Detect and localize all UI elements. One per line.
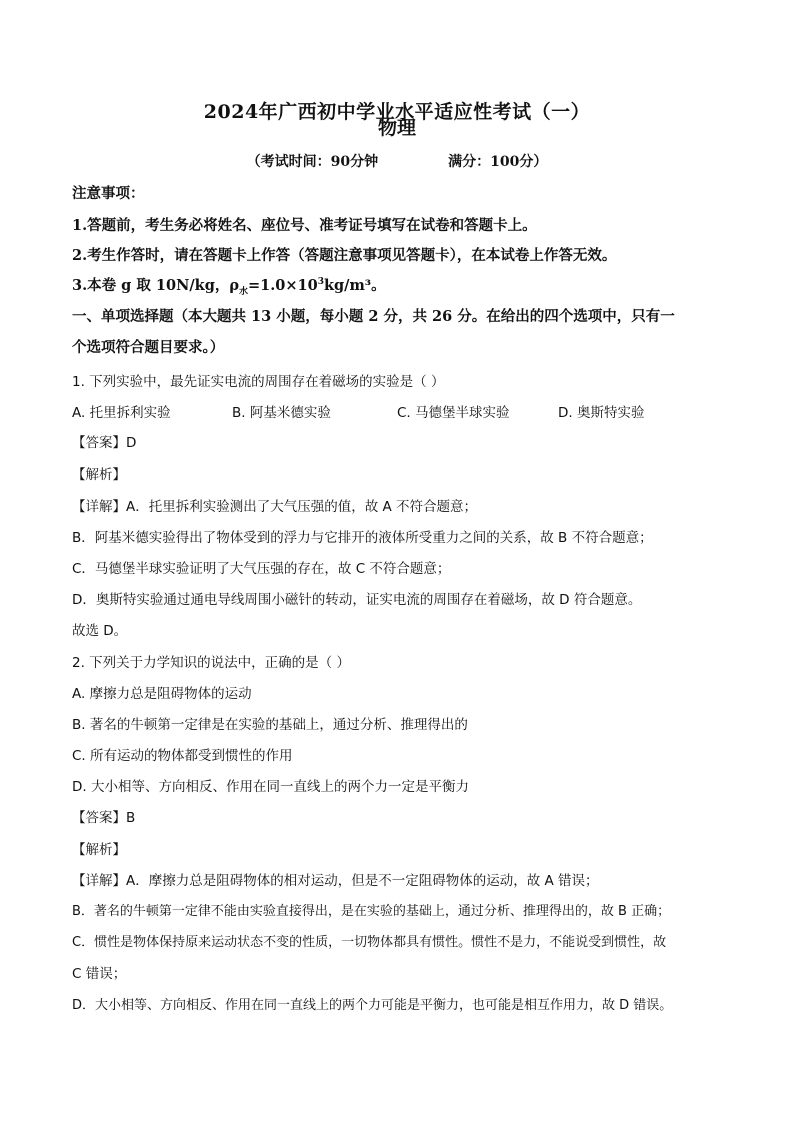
notice-item-1: 1.答题前，考生务必将姓名、座位号、准考证号填写在试卷和答题卡上。 [72,217,537,234]
question-2-detail-c-line-1: C．惯性是物体保持原来运动状态不变的性质，一切物体都具有惯性。惯性不是力，不能说受到惯性，故 [72,935,667,950]
exam-title: 2024年广西初中学业水平适应性考试（一） [203,101,591,123]
notice-item-2: 2.考生作答时，请在答题卡上作答（答题注意事项见答题卡），在本试卷上作答无效。 [72,247,617,264]
question-2-detail-c-line-2: C 错误； [72,966,127,982]
question-2-option-b: B. 著名的牛顿第一定律是在实验的基础上，通过分析、推理得出的 [72,717,468,733]
question-1-analysis-label: 【解析】 [72,467,126,483]
question-1-detail-b: B．阿基米德实验得出了物体受到的浮力与它排开的液体所受重力之间的关系，故 B 不符合题意； [72,530,653,546]
question-1-option-a: A. 托里拆利实验 [72,405,171,421]
question-1-answer: 【答案】D [72,435,137,451]
question-2-detail-a: 【详解】A．摩擦力总是阻碍物体的相对运动，但是不一定阻碍物体的运动，故 A 错误； [72,873,599,889]
question-1-option-d: D. 奥斯特实验 [558,405,645,421]
question-2-answer: 【答案】B [72,810,136,826]
question-2-analysis-label: 【解析】 [72,842,126,858]
question-2-option-a: A. 摩擦力总是阻碍物体的运动 [72,686,252,702]
time-label: （考试时间：90分钟 [246,154,379,170]
question-1-detail-d: D．奥斯特实验通过通电导线周围小磁针的转动，证实电流的周围存在着磁场，故 D 符合题意。 [72,592,642,608]
question-1-conclusion: 故选 D。 [72,623,128,639]
section-heading-line-1: 一、单项选择题（本大题共 13 小题，每小题 2 分，共 26 分。在给出的四个选项中，只有一 [72,308,675,325]
subject-title: 物理 [377,117,416,139]
question-2-detail-b: B．著名的牛顿第一定律不能由实验直接得出，是在实验的基础上，通过分析、推理得出的，故 B 正确； [72,904,671,919]
exam-meta [0,151,794,171]
section-heading-line-2: 个选项符合题目要求。） [72,339,225,356]
notice-item-3: 3.本卷 g 取 10N/kg，$\rho_水=1.0\times 10^3kg/m^3$。 [72,277,386,297]
question-2-stem: 2. 下列关于力学知识的说法中，正确的是（ ） [72,655,350,671]
question-1-option-b: B. 阿基米德实验 [232,405,331,421]
question-1-detail-a: 【详解】A．托里拆利实验测出了大气压强的值，故 A 不符合题意； [72,499,478,515]
question-1-detail-c: C．马德堡半球实验证明了大气压强的存在，故 C 不符合题意； [72,561,451,577]
score-label: 满分：100分） [448,154,548,170]
question-2-option-d: D. 大小相等、方向相反、作用在同一直线上的两个力一定是平衡力 [72,779,469,795]
question-1-stem: 1. 下列实验中，最先证实电流的周围存在着磁场的实验是（ ） [72,374,445,390]
question-1-option-c: C. 马德堡半球实验 [397,405,510,421]
question-2-detail-d: D．大小相等、方向相反、作用在同一直线上的两个力可能是平衡力，也可能是相互作用力，故 D 错误。 [72,998,673,1013]
notice-heading: 注意事项： [72,185,145,202]
question-2-option-c: C. 所有运动的物体都受到惯性的作用 [72,748,293,764]
